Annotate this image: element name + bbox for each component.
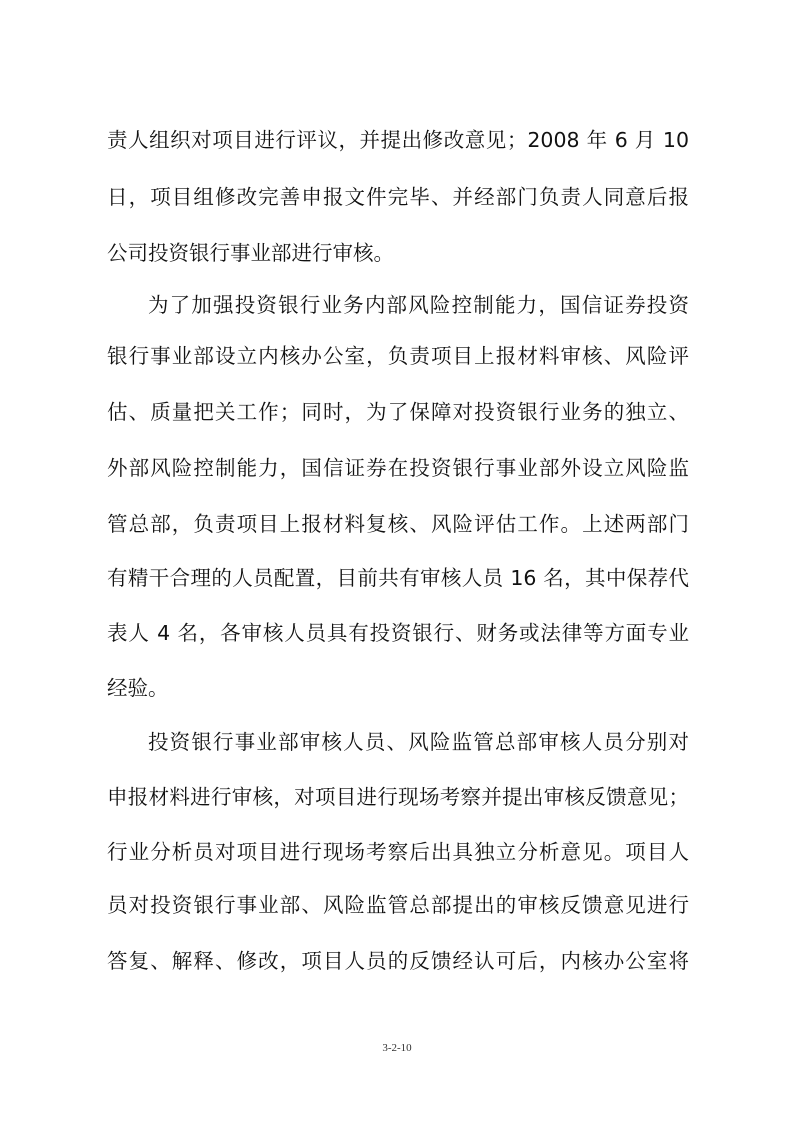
- text-line: 答复、解释、修改，项目人员的反馈经认可后，内核办公室将: [107, 949, 689, 973]
- text-line: 表人 4 名，各审核人员具有投资银行、财务或法律等方面专业: [107, 621, 689, 645]
- text-line: 申报材料进行审核，对项目进行现场考察并提出审核反馈意见；: [107, 785, 689, 809]
- text-line: 公司投资银行事业部进行审核。: [107, 241, 394, 265]
- text-line: 有精干合理的人员配置，目前共有审核人员 16 名，其中保荐代: [107, 566, 689, 590]
- page-number: 3-2-10: [382, 1042, 412, 1054]
- text-line: 员对投资银行事业部、风险监管总部提出的审核反馈意见进行: [107, 893, 689, 917]
- text-line: 投资银行事业部审核人员、风险监管总部审核人员分别对: [148, 730, 689, 754]
- text-line: 经验。: [107, 676, 169, 700]
- text-line: 银行事业部设立内核办公室，负责项目上报材料审核、风险评: [107, 344, 689, 368]
- text-line: 为了加强投资银行业务内部风险控制能力，国信证券投资: [148, 293, 689, 317]
- text-line: 行业分析员对项目进行现场考察后出具独立分析意见。项目人: [107, 840, 689, 864]
- text-line: 责人组织对项目进行评议，并提出修改意见；2008 年 6 月 10: [107, 128, 689, 152]
- text-line: 估、质量把关工作；同时，为了保障对投资银行业务的独立、: [107, 400, 689, 424]
- text-line: 日，项目组修改完善申报文件完毕、并经部门负责人同意后报: [107, 185, 689, 209]
- text-line: 外部风险控制能力，国信证券在投资银行事业部外设立风险监: [107, 456, 689, 480]
- text-line: 管总部，负责项目上报材料复核、风险评估工作。上述两部门: [107, 512, 689, 536]
